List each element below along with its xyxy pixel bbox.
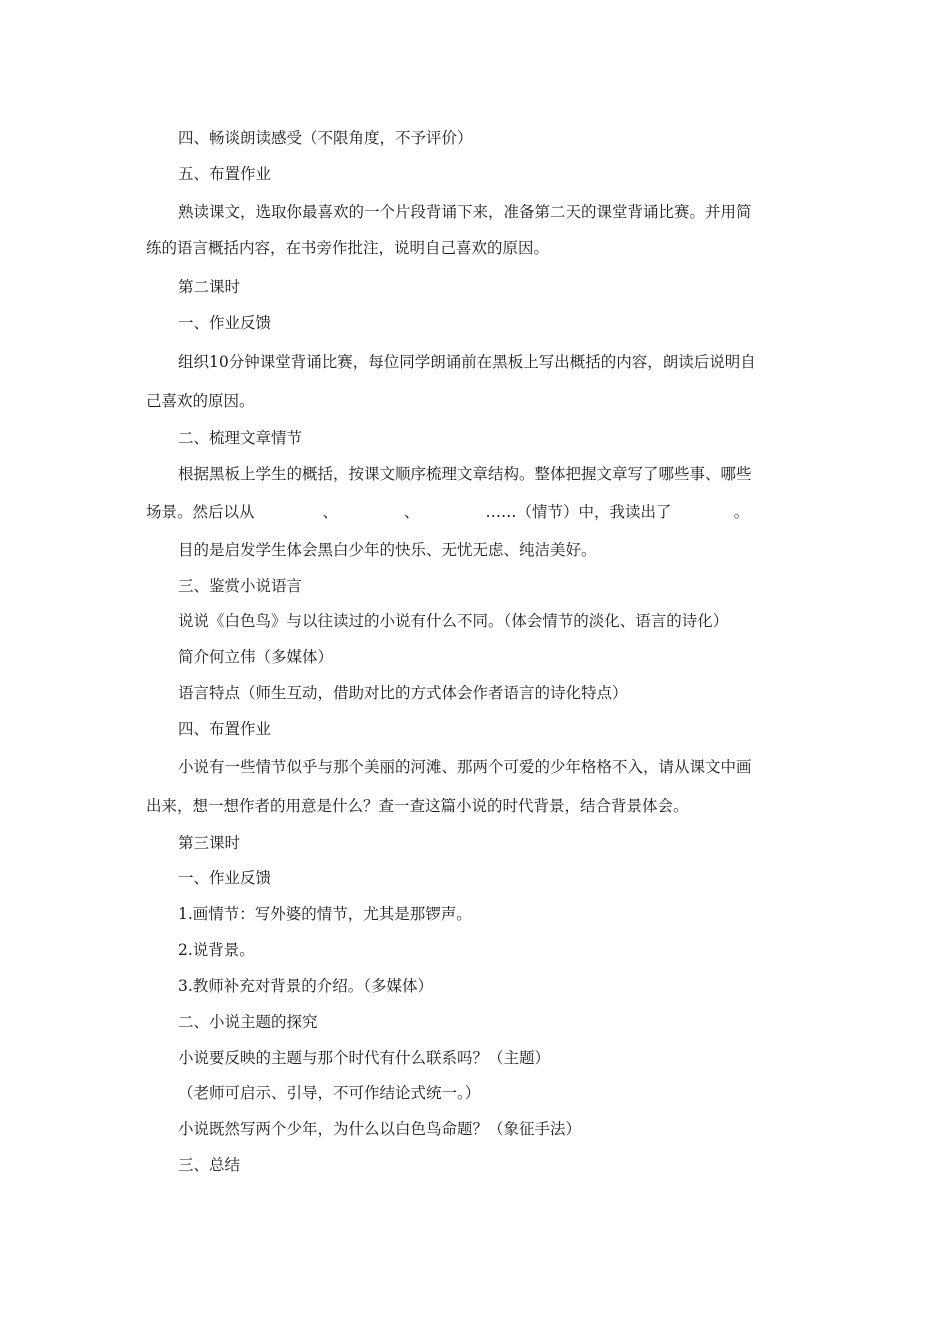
text-line: 小说既然写两个少年，为什么以白色鸟命题？（象征手法） [178,1120,582,1138]
text-line: 根据黑板上学生的概括，按课文顺序梳理文章结构。整体把握文章写了哪些事、哪些 [178,465,752,483]
fill-in-blank-line [146,502,749,522]
text-segment: 、 [404,503,420,521]
text-line: 三、总结 [178,1156,241,1174]
text-line: 第三课时 [178,834,241,852]
text-line: 己喜欢的原因。 [146,392,255,410]
text-line: 二、梳理文章情节 [178,429,303,447]
text-segment: 场景。然后以从 [146,503,255,521]
text-line: （老师可启示、引导，不可作结论式统一。） [178,1084,481,1102]
text-line: 三、鉴赏小说语言 [178,577,303,595]
text-line: 练的语言概括内容，在书旁作批注，说明自己喜欢的原因。 [146,239,550,257]
text-line: 熟读课文，选取你最喜欢的一个片段背诵下来，准备第二天的课堂背诵比赛。并用简 [178,203,752,221]
text-line: 一、作业反馈 [178,869,272,887]
text-line: 2.说背景。 [178,941,255,959]
text-line: 组织10分钟课堂背诵比赛，每位同学朗诵前在黑板上写出概括的内容，朗读后说明自 [178,353,756,371]
text-line: 出来，想一想作者的用意是什么？查一查这篇小说的时代背景，结合背景体会。 [146,797,689,815]
text-line: 目的是启发学生体会黑白少年的快乐、无忧无虑、纯洁美好。 [178,541,597,559]
text-line: 小说有一些情节似乎与那个美丽的河滩、那两个可爱的少年格格不入，请从课文中画 [178,758,752,776]
text-line: 小说要反映的主题与那个时代有什么联系吗？（主题） [178,1049,551,1067]
text-segment: ……（情节）中，我读出了 [485,503,672,521]
text-line: 说说《白色鸟》与以往读过的小说有什么不同。（体会情节的淡化、语言的诗化） [178,612,729,630]
text-line: 3.教师补充对背景的介绍。（多媒体） [178,977,434,995]
text-segment: 、 [322,503,339,521]
text-segment: 。 [733,503,750,521]
text-line: 四、布置作业 [178,720,272,738]
text-line: 语言特点（师生互动，借助对比的方式体会作者语言的诗化特点） [178,684,628,702]
text-line: 第二课时 [178,278,241,296]
text-line: 四、畅谈朗读感受（不限角度，不予评价） [178,129,473,147]
text-line: 1.画情节：写外婆的情节，尤其是那锣声。 [178,905,472,923]
text-line: 二、小说主题的探究 [178,1013,318,1031]
text-line: 五、布置作业 [178,165,272,183]
text-line: 一、作业反馈 [178,314,272,332]
text-line: 简介何立伟（多媒体） [178,648,334,666]
